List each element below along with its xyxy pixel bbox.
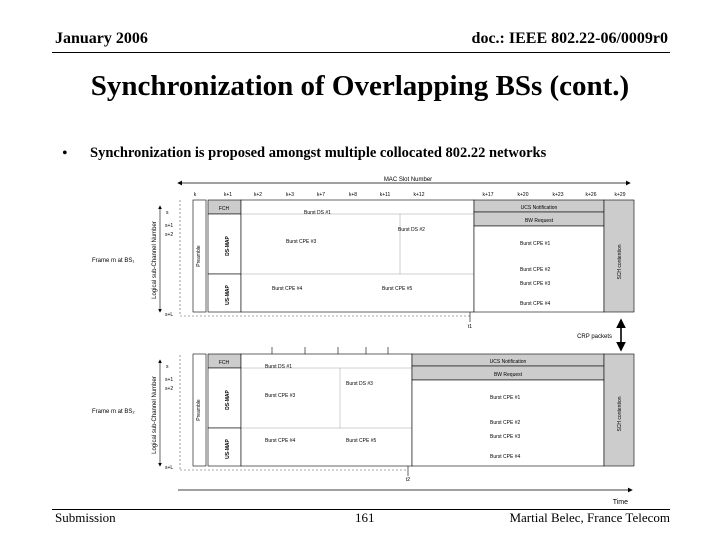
- burst-ds1-1: Burst DS #1: [304, 210, 331, 216]
- frame-bs1-label: Frame m at BS₁: [92, 258, 135, 264]
- preamble-label-2: Preamble: [196, 399, 202, 421]
- fch-label-2: FCH: [218, 360, 230, 366]
- bullet-text: Synchronization is proposed amongst multiple collocated 802.22 networks: [90, 145, 547, 161]
- s-label-2: s: [166, 364, 169, 370]
- burst-cpe5-1: Burst CPE #5: [382, 286, 413, 292]
- s2-label-2: s+2: [165, 386, 174, 392]
- mac-slot-label: MAC Slot Number: [383, 177, 433, 183]
- slot-label: k+8: [348, 192, 358, 198]
- slot-label: k+11: [379, 192, 391, 198]
- burst-ds1-2: Burst DS #1: [265, 364, 292, 370]
- burst-cpe4-2: Burst CPE #4: [265, 438, 296, 444]
- frame-bs2-label: Frame m at BS₂: [92, 409, 135, 415]
- us-map-label-1: US-MAP: [225, 285, 231, 305]
- burst-cpe1-1: Burst CPE #1: [520, 241, 551, 247]
- burst-cpe4-us-1: Burst CPE #4: [520, 301, 551, 307]
- time-label: Time: [612, 499, 628, 506]
- ucs-label-2: UCS Notification: [489, 359, 527, 365]
- s1-label-1: s+1: [165, 223, 174, 229]
- burst-cpe3-2: Burst CPE #3: [265, 393, 296, 399]
- preamble-label-1: Preamble: [196, 245, 202, 267]
- burst-ds3-2: Burst DS #3: [346, 381, 373, 387]
- us-map-label-2: US-MAP: [225, 439, 231, 459]
- logical-subchannel-label-1: Logical sub-Channel Number: [152, 221, 158, 299]
- slot-label: k+20: [517, 192, 529, 198]
- burst-cpe1-2: Burst CPE #1: [490, 395, 521, 401]
- slot-label: k+1: [223, 192, 233, 198]
- slide-title: Synchronization of Overlapping BSs (cont.): [90, 70, 630, 102]
- burst-cpe3-us-1: Burst CPE #3: [520, 281, 551, 287]
- slot-label: k+23: [552, 192, 564, 198]
- header-doc-id: doc.: IEEE 802.22-06/0009r0: [471, 30, 668, 47]
- footer-page-number: 161: [355, 510, 375, 525]
- ds-map-label-1: DS-MAP: [225, 236, 231, 256]
- header-date: January 2006: [55, 30, 148, 47]
- slot-label: k+7: [316, 192, 326, 198]
- bs2-frame: [92, 347, 634, 483]
- logical-subchannel-label-2: Logical sub-Channel Number: [152, 376, 158, 454]
- bs1-frame: [92, 200, 634, 330]
- burst-cpe2-1: Burst CPE #2: [520, 267, 551, 273]
- bw-label-1: BW Request: [524, 218, 554, 224]
- bw-label-2: BW Request: [493, 372, 523, 378]
- s2-label-1: s+2: [165, 232, 174, 238]
- bullet-marker: •: [62, 145, 68, 162]
- burst-cpe2-2: Burst CPE #2: [490, 420, 521, 426]
- slot-label: k+17: [482, 192, 494, 198]
- burst-ds2-1: Burst DS #2: [398, 227, 425, 233]
- burst-cpe4-1: Burst CPE #4: [272, 286, 303, 292]
- slot-label: k+3: [285, 192, 295, 198]
- burst-cpe3-us-2: Burst CPE #3: [490, 434, 521, 440]
- t1-label: t1: [467, 324, 473, 330]
- burst-cpe4-us-2: Burst CPE #4: [490, 454, 521, 460]
- ucs-label-1: UCS Notification: [520, 205, 558, 211]
- slot-tick-labels: [194, 192, 626, 198]
- ds-region-1: [241, 200, 474, 312]
- sl-label-2: s+L: [165, 465, 174, 471]
- slot-label: k: [193, 192, 197, 198]
- fch-label-1: FCH: [218, 206, 230, 212]
- slot-label: k+26: [585, 192, 597, 198]
- sch-label-2: SCH contention: [617, 396, 623, 432]
- footer-submission: Submission: [55, 510, 116, 525]
- burst-cpe5-2: Burst CPE #5: [346, 438, 377, 444]
- t2-label: t2: [405, 477, 411, 483]
- slot-label: k+12: [413, 192, 425, 198]
- ds-region-2: [241, 354, 412, 466]
- slot-label: k+2: [253, 192, 263, 198]
- sl-label-1: s+L: [165, 312, 174, 318]
- burst-cpe3-1: Burst CPE #3: [286, 239, 317, 245]
- s-label-1: s: [166, 210, 169, 216]
- crp-label: CRP packets: [577, 334, 612, 340]
- footer-author: Martial Belec, France Telecom: [509, 510, 670, 525]
- sch-label-1: SCH contention: [617, 244, 623, 280]
- slot-label: k+29: [614, 192, 626, 198]
- s1-label-2: s+1: [165, 377, 174, 383]
- ds-map-label-2: DS-MAP: [225, 390, 231, 410]
